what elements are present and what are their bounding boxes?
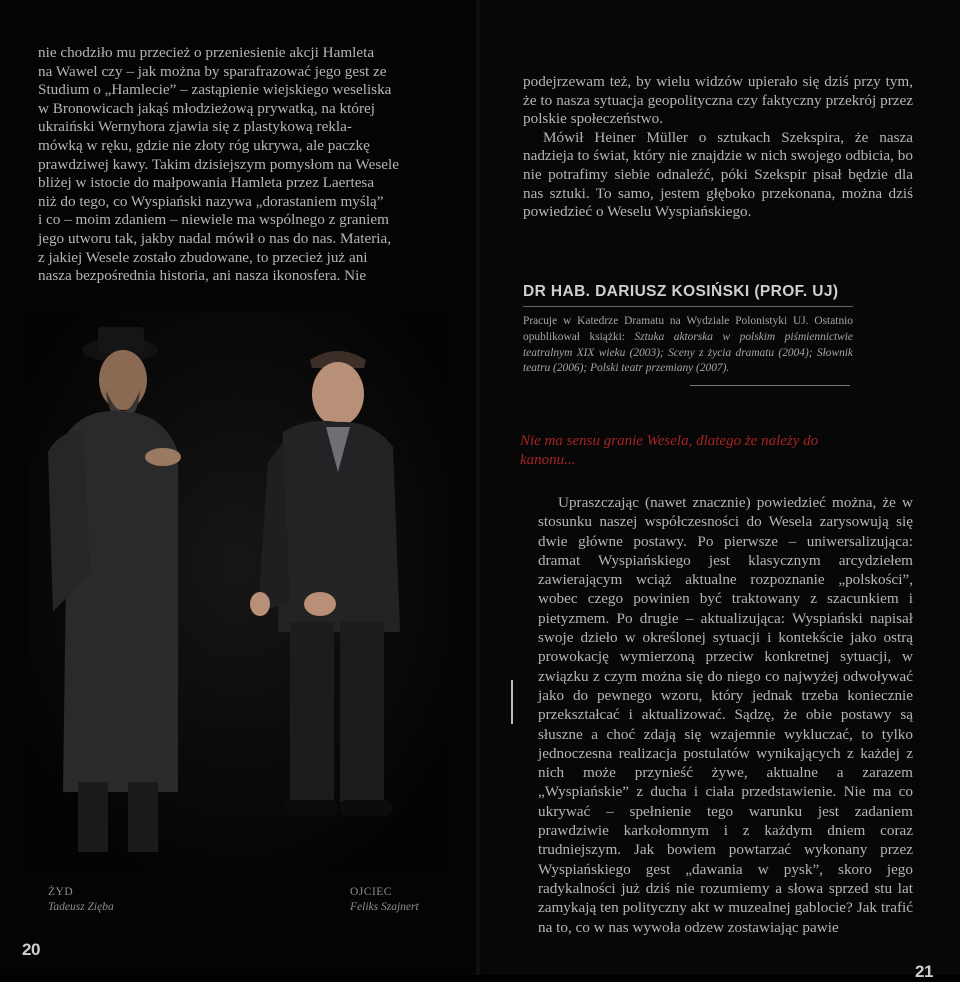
- caption-actor: Tadeusz Zięba: [48, 901, 114, 913]
- actors-photo: [28, 312, 448, 872]
- divider: [523, 306, 853, 307]
- text-line: jego utworu tak, jakby nadal mówił o nas do nas. Materia,: [38, 229, 392, 247]
- caption-role: OJCIEC: [350, 886, 392, 898]
- text-line: Studium o „Hamlecie” – zastąpienie wiejskiego weseliska: [38, 81, 392, 99]
- text-line: ukraiński Wernyhora zjawia się z plastykową rekla-: [38, 118, 352, 136]
- text-line: na Wawel czy – jak można by sparafrazować jego gest ze: [38, 62, 387, 80]
- right-body-text: [538, 493, 913, 937]
- caption-role: ŻYD: [48, 886, 74, 898]
- text-line: bliżej w istocie do małpowania Hamleta przez Laertesa: [38, 174, 375, 192]
- margin-bar: [511, 680, 513, 724]
- caption-actor: Feliks Szajnert: [350, 901, 419, 913]
- author-bio-text: Pracuje w Katedrze Dramatu na Wydziale Polonistyki UJ. Ostatnio opublikował książki:: [523, 315, 853, 343]
- divider: [690, 385, 850, 386]
- text-line: niż do tego, co Wyspiański nazywa „dorastaniem myślą”: [38, 192, 384, 210]
- text-line: nasza bezpośrednia historia, ani nasza ikonosfera. Nie: [38, 267, 367, 285]
- text-line: prawdziwej kawy. Takim dzisiejszym pomysłom na Wesele: [38, 155, 400, 173]
- text-line: nie chodziło mu przecież o przeniesienie akcji Hamleta: [38, 44, 375, 61]
- text-line: z jakiej Wesele zostało zbudowane, to przecież już ani: [38, 248, 368, 266]
- pull-quote: Nie ma sensu granie Wesela, dlatego że należy do kanonu...: [520, 433, 819, 468]
- page-number-left: 20: [22, 940, 40, 959]
- text-line: mówką w ręku, gdzie nie złoty róg ukrywa, ale paczkę: [38, 136, 370, 154]
- photo-caption-left: [48, 885, 114, 915]
- author-bio-books: Sztuka aktorska w polskim piśmiennictwie teatralnym XIX wieku (2003); Sceny z życia dramatu (2004); Słownik teatru (2006); Polski teatr przemiany (2007).: [523, 330, 853, 375]
- author-name: DR HAB. DARIUSZ KOSIŃSKI (PROF. UJ): [523, 283, 839, 300]
- text-line: i co – moim zdaniem – niewiele ma wspólnego z graniem: [38, 211, 389, 229]
- right-top-text: [523, 73, 913, 222]
- paragraph: podejrzewam też, by wielu widzów upierało się dziś przy tym, że to nasza sytuacja geopolityczna czy faktyczny przekrój przez polskie społeczeństwo.: [523, 73, 913, 128]
- paragraph: Mówił Heiner Müller o sztukach Szekspira, że nasza nadzieja to świat, który nie znajdzie w nich swojego odbicia, bo nie potrafimy siebie odnaleźć, póki Szekspir pisał będzie dla nas sztuki. To samo, jestem głęboko przekonana, można dziś powiedzieć o Weselu Wyspiańskiego.: [523, 128, 913, 221]
- text-line: w Bronowicach jakąś młodzieżową prywatką, na której: [38, 99, 375, 117]
- author-bio: [523, 314, 853, 377]
- paragraph: Upraszczając (nawet znacznie) powiedzieć można, że w stosunku naszej współczesności do Wesela zarysowują się dwie główne postawy. Po pierwsze – uniwersalizująca: dramat Wyspiańskiego jest klasycznym arcydziełem zawierającym wciąż aktualne rozpoznanie „polskości”, wobec czego powinien być traktowany z szacunkiem i pietyzmem. Po drugie – aktualizująca: Wyspiański napisał swoje dzieło w określonej sytuacji i kontekście jako ostrą prowokację wymierzoną przeciw konkretnej sytuacji, w związku z czym można się do niego co najwyżej odwoływać jako do pewnego wzoru, który jednak trzeba koniecznie przekształcać i aktualizować. Sądzę, że obie postawy są słuszne a choć zdają się wzajemnie wykluczać, to tylko jednoczesna realizacja postulatów wynikających z każdej z nich może przynieść żywe, aktualne a zarazem „Wyspiańskie” z ducha i ciała przedstawienie. Nie ma co ukrywać – spełnienie tego warunku jest zadaniem prawdziwie karkołomnym i z każdym dniem coraz trudniejszym. Jak bowiem powtarzać wykonany przez Wyspiańskiego gest „dawania w pysk”, skoro jego radykalności już dziś nie rozumiemy a słowa sprzed stu lat zamykają ten polityczny akt w muzealnej gablocie? Jak trafić na to, co w nas wywoła odzew zostawiając pawie: [538, 494, 913, 936]
- page-gutter: [474, 0, 482, 975]
- page-number-right: 21: [915, 962, 933, 981]
- photo-caption-right: [350, 885, 419, 915]
- left-body-text: [38, 44, 430, 286]
